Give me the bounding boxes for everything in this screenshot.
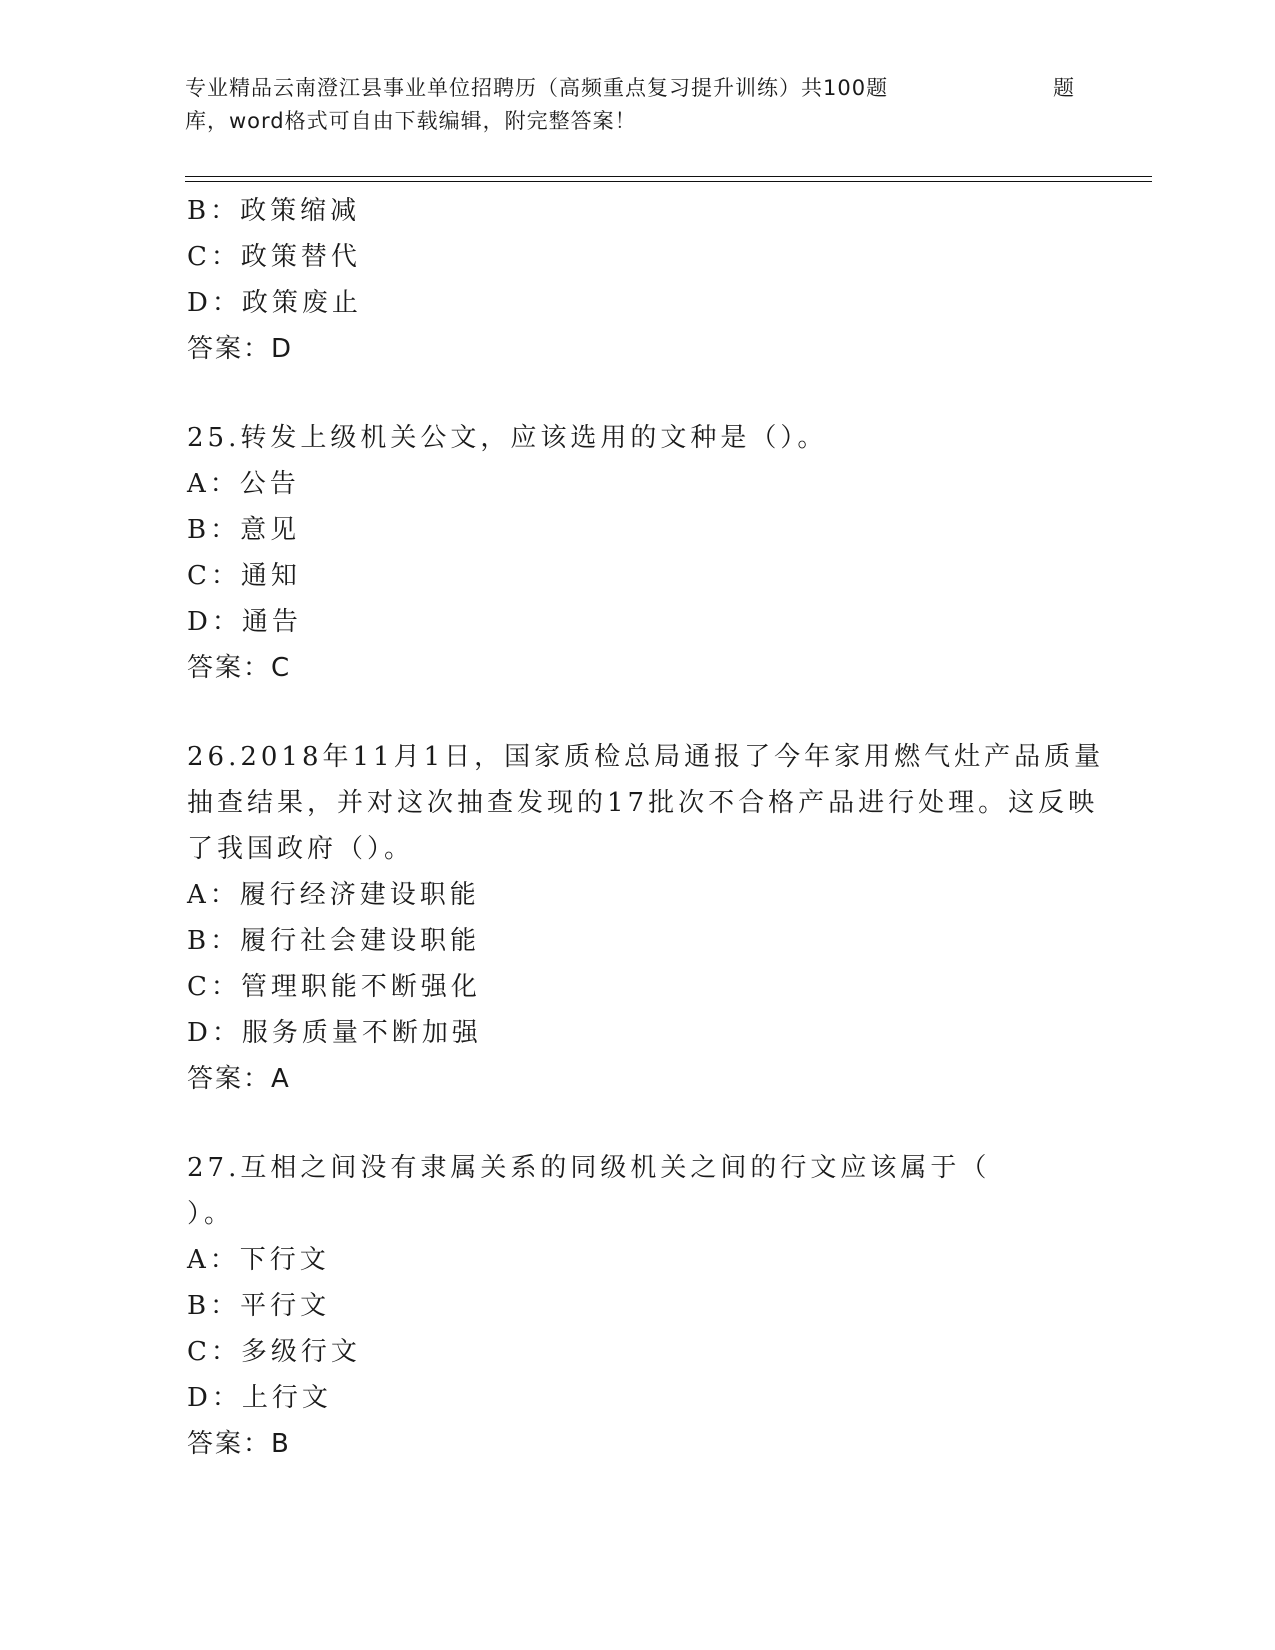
option-b: B：履行社会建设职能	[187, 926, 481, 956]
header-title-line-2: 库，word格式可自由下载编辑，附完整答案！	[185, 109, 637, 133]
option-c: C：管理职能不断强化	[187, 972, 481, 1002]
option-b: B：政策缩减	[187, 196, 361, 226]
question-stem-line-3: 了我国政府（）。	[187, 834, 415, 864]
answer: 答案：D	[187, 334, 294, 364]
question-27	[187, 1145, 1087, 1467]
option-b: B：意见	[187, 515, 301, 545]
question-stem: 25.转发上级机关公文，应该选用的文种是（）。	[187, 423, 828, 453]
option-d: D：服务质量不断加强	[187, 1018, 482, 1048]
document-header	[185, 72, 1085, 138]
option-d: D：上行文	[187, 1383, 332, 1413]
question-24-tail	[187, 188, 1087, 372]
answer: 答案：C	[187, 653, 292, 683]
header-rule-bottom	[185, 181, 1152, 182]
header-title-line-1	[185, 72, 1085, 105]
option-d: D：通告	[187, 607, 302, 637]
header-title-tail: 题	[1053, 76, 1075, 100]
answer: 答案：B	[187, 1429, 291, 1459]
option-c: C：多级行文	[187, 1337, 361, 1367]
option-d: D：政策废止	[187, 288, 362, 318]
option-c: C：通知	[187, 561, 301, 591]
header-rule-top	[185, 176, 1152, 177]
question-stem-line-1: 27.互相之间没有隶属关系的同级机关之间的行文应该属于（	[187, 1153, 991, 1183]
option-a: A：下行文	[187, 1245, 330, 1275]
question-list	[187, 188, 1105, 1467]
question-stem-line-2: ）。	[187, 1199, 235, 1229]
header-title: 专业精品云南澄江县事业单位招聘历（高频重点复习提升训练）共100题	[185, 76, 889, 100]
question-stem-line-1: 26.2018年11月1日，国家质检总局通报了今年家用燃气灶产品质量	[187, 742, 1105, 772]
option-a: A：公告	[187, 469, 300, 499]
option-c: C：政策替代	[187, 242, 361, 272]
option-a: A：履行经济建设职能	[187, 880, 480, 910]
answer: 答案：A	[187, 1064, 291, 1094]
question-stem-line-2: 抽查结果，并对这次抽查发现的17批次不合格产品进行处理。这反映	[187, 788, 1099, 818]
question-25	[187, 415, 1087, 691]
option-b: B：平行文	[187, 1291, 331, 1321]
question-26	[187, 734, 1105, 1102]
